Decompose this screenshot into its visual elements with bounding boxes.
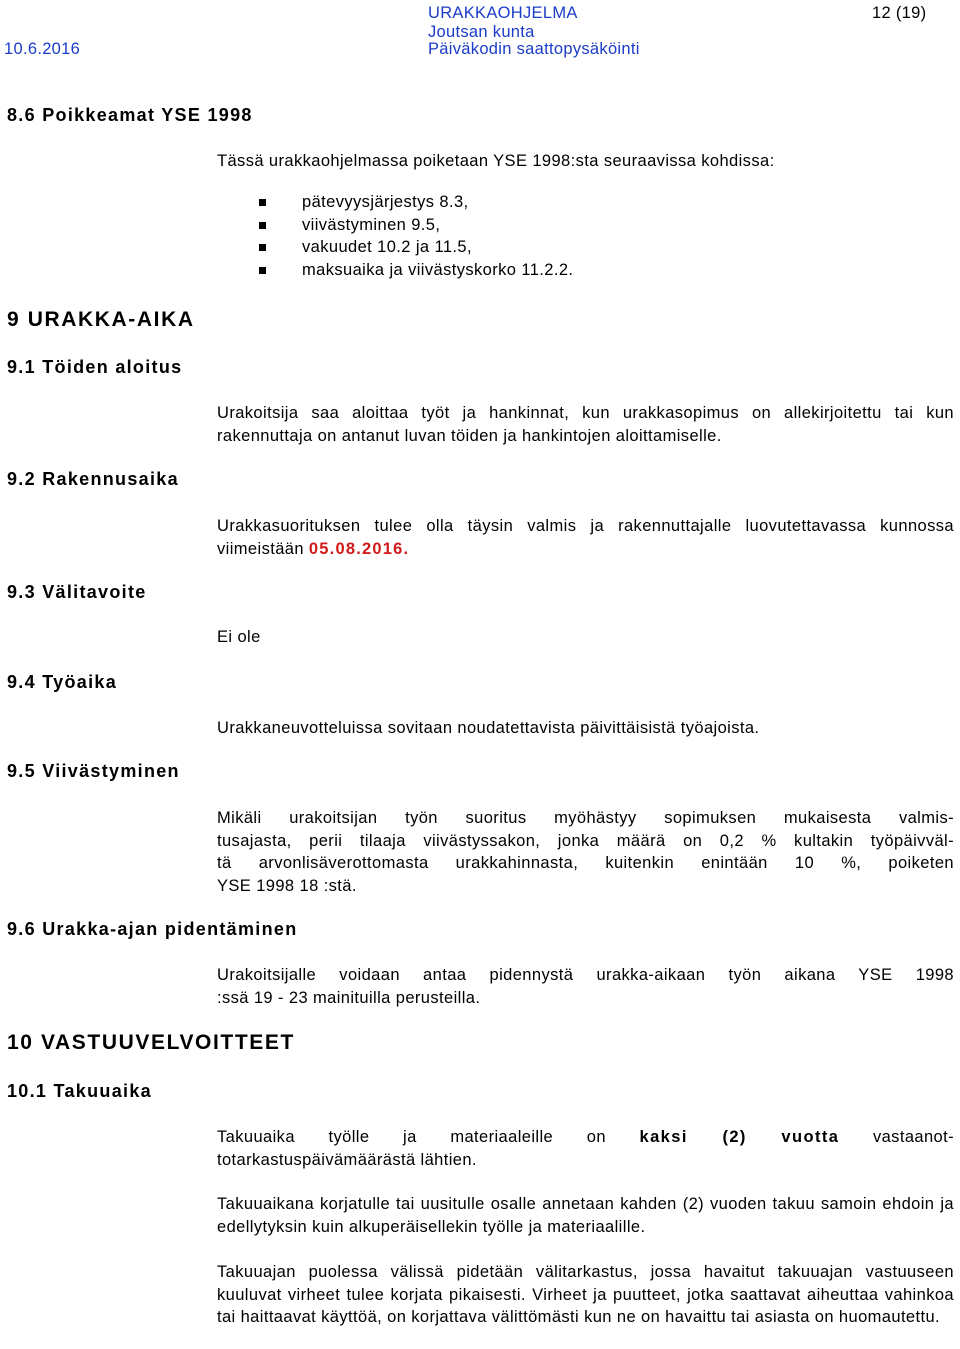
intro-8-6: Tässä urakkaohjelmassa poiketaan YSE 1998:sta seuraavissa kohdissa: [217, 152, 775, 170]
project-name: Päiväkodin saattopysäköinti [428, 40, 640, 58]
heading-10: 10 VASTUUVELVOITTEET [7, 1031, 295, 1054]
heading-9-1: 9.1 Töiden aloitus [7, 357, 183, 377]
deviation-list [259, 191, 573, 281]
bullet-icon [259, 267, 266, 274]
municipality: Joutsan kunta [428, 23, 535, 41]
list-item: vakuudet 10.2 ja 11.5, [259, 236, 573, 259]
heading-9: 9 URAKKA-AIKA [7, 308, 195, 331]
text-10-1-p1: Takuuaika työlle ja materiaaleille on kaksi (2) vuotta vastaanot- totarkastuspäivämäärästä lähtien. [217, 1128, 954, 1169]
text-9-6: Urakoitsijalle voidaan antaa pidennystä urakka-aikaan työn aikana YSE 1998 :ssä 19 - 23 mainituilla perusteilla. [217, 966, 954, 1007]
bullet-icon [259, 199, 266, 206]
heading-9-4: 9.4 Työaika [7, 672, 118, 692]
text-9-5: Mikäli urakoitsijan työn suoritus myöhästyy sopimuksen mukaisesta valmis- tusajasta, perii tilaaja viivästyssakon, jonka määrä on 0,2 % kultakin työpäivväl- tä arvonlisäverottomasta urakkahinnasta, kuitenkin enintään 10 %, poiketen YSE 1998 18 :stä. [217, 809, 954, 895]
text-9-2: Urakkasuorituksen tulee olla täysin valmis ja rakennuttajalle luovutettavassa kunnossa viimeistään 05.08.2016. [217, 517, 954, 558]
heading-9-3: 9.3 Välitavoite [7, 582, 147, 602]
list-item: viivästyminen 9.5, [259, 214, 573, 237]
heading-10-1: 10.1 Takuuaika [7, 1081, 152, 1101]
doc-title: URAKKAOHJELMA [428, 4, 578, 22]
list-item: pätevyysjärjestys 8.3, [259, 191, 573, 214]
text-9-4: Urakkaneuvotteluissa sovitaan noudatettavista päivittäisistä työajoista. [217, 719, 760, 737]
bullet-icon [259, 222, 266, 229]
heading-9-5: 9.5 Viivästyminen [7, 761, 180, 781]
text-10-1-p2: Takuuaikana korjatulle tai uusitulle osalle annetaan kahden (2) vuoden takuu samoin ehdoin ja edellytyksin kuin alkuperäisellekin työlle ja materiaalille. [217, 1195, 954, 1236]
heading-9-6: 9.6 Urakka-ajan pidentäminen [7, 919, 298, 939]
list-item: maksuaika ja viivästyskorko 11.2.2. [259, 259, 573, 282]
heading-9-2: 9.2 Rakennusaika [7, 469, 179, 489]
page-number: 12 (19) [872, 4, 927, 22]
heading-8-6: 8.6 Poikkeamat YSE 1998 [7, 105, 253, 125]
text-10-1-p3: Takuuajan puolessa välissä pidetään välitarkastus, jossa havaitut takuuajan vastuuseen kuuluvat virheet tulee korjata pikaisesti. Virheet ja puutteet, jotka saattavat aiheuttaa vahinkoa tai haittaavat käyttöä, on korjattava välittömästi kun ne on havaittu tai asiasta on huomautettu. [217, 1263, 954, 1326]
deadline-date: 05.08.2016. [308, 539, 410, 558]
warranty-period: kaksi (2) vuotta [639, 1128, 840, 1146]
text-9-3: Ei ole [217, 628, 261, 646]
doc-date: 10.6.2016 [4, 40, 81, 58]
text-9-1: Urakoitsija saa aloittaa työt ja hankinnat, kun urakkasopimus on allekirjoitettu tai kun rakennuttaja on antanut luvan töiden ja hankintojen aloittamiselle. [217, 404, 954, 445]
bullet-icon [259, 244, 266, 251]
